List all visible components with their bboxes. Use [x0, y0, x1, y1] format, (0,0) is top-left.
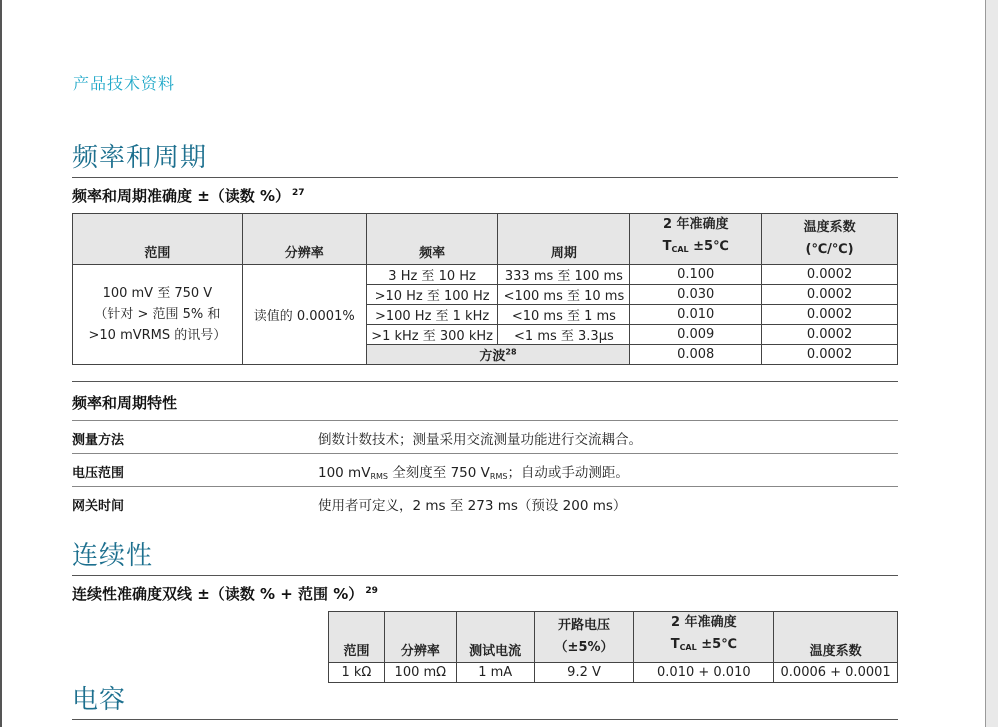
resolution-cell: 读值的 0.0001% — [242, 265, 366, 365]
col-header-accuracy-line1: 2 年准确度 — [671, 615, 737, 630]
col-header-accuracy — [634, 612, 774, 663]
tempco-cell: 0.0002 — [762, 305, 898, 325]
footnote-ref: 27 — [292, 188, 305, 198]
accuracy-cell: 0.009 — [630, 325, 762, 345]
footnote-ref: 28 — [505, 347, 517, 357]
accuracy-cell: 0.008 — [630, 345, 762, 365]
period-cell: 333 ms 至 100 ms — [498, 265, 630, 285]
table-header-row — [329, 612, 898, 663]
col-header-tempco: 温度系数 — [774, 612, 898, 663]
frequency-cell: >10 Hz 至 100 Hz — [366, 285, 498, 305]
table-header-row — [73, 214, 898, 265]
property-row-measure-method — [72, 420, 898, 453]
col-header-period: 周期 — [498, 214, 630, 265]
section-divider — [72, 575, 898, 576]
property-label: 测量方法 — [72, 433, 125, 448]
col-header-resolution: 分辨率 — [242, 214, 366, 265]
accuracy-cell: 0.100 — [630, 265, 762, 285]
resolution-cell: 100 mΩ — [384, 663, 456, 683]
section-divider — [72, 719, 898, 720]
tempco-cell: 0.0002 — [762, 345, 898, 365]
tempco-cell: 0.0002 — [762, 325, 898, 345]
property-value — [318, 461, 629, 481]
col-header-accuracy — [630, 214, 762, 265]
t-symbol: T — [662, 239, 672, 254]
frequency-accuracy-heading-text: 频率和周期准确度 ±（读数 %） — [72, 187, 291, 205]
continuity-accuracy-heading-text: 连续性准确度双线 ±（读数 % + 范围 %） — [72, 585, 364, 603]
t-symbol: T — [670, 637, 680, 652]
footnote-ref: 29 — [365, 586, 378, 596]
continuity-accuracy-heading — [72, 583, 378, 604]
col-header-accuracy-line2 — [634, 634, 773, 659]
range-line: >10 mVRMS 的讯号） — [88, 328, 227, 343]
section-divider — [72, 381, 898, 382]
table-row — [73, 265, 898, 285]
scrollbar-track[interactable] — [985, 0, 998, 727]
col-header-test-current: 测试电流 — [456, 612, 534, 663]
frequency-cell: 3 Hz 至 10 Hz — [366, 265, 498, 285]
col-header-accuracy-line1: 2 年准确度 — [662, 217, 729, 232]
col-header-frequency: 频率 — [366, 214, 498, 265]
test-current-cell: 1 mA — [456, 663, 534, 683]
property-row-voltage-range — [72, 453, 898, 486]
col-header-accuracy-line2 — [630, 236, 761, 261]
range-cell: 1 kΩ — [329, 663, 385, 683]
property-value: 倒数计数技术；测量采用交流测量功能进行交流耦合。 — [318, 432, 642, 448]
range-cell — [73, 265, 243, 365]
col-header-range: 范围 — [73, 214, 243, 265]
rms-subscript: RMS — [489, 472, 508, 481]
voltage-mid: 全刻度至 750 V — [388, 465, 490, 481]
col-header-open-voltage-line1: 开路电压 — [558, 618, 611, 633]
range-line: 100 mV 至 750 V — [102, 286, 213, 301]
accuracy-cell: 0.030 — [630, 285, 762, 305]
section-divider — [72, 177, 898, 178]
accuracy-cell: 0.010 + 0.010 — [634, 663, 774, 683]
period-cell: <10 ms 至 1 ms — [498, 305, 630, 325]
voltage-min: 100 mV — [318, 465, 371, 481]
section-title-continuity: 连续性 — [72, 541, 154, 571]
cal-subscript: CAL — [671, 245, 689, 254]
rms-subscript: RMS — [370, 472, 388, 481]
table-row — [329, 663, 898, 683]
property-value: 使用者可定义，2 ms 至 273 ms（预设 200 ms） — [318, 498, 627, 514]
voltage-tail: ；自动或手动测距。 — [507, 465, 629, 481]
tempco-cell: 0.0006 + 0.0001 — [774, 663, 898, 683]
frequency-cell: >1 kHz 至 300 kHz — [366, 325, 498, 345]
col-header-open-voltage — [534, 612, 634, 663]
square-wave-label: 方波 — [479, 349, 506, 364]
continuity-accuracy-table — [328, 611, 898, 683]
cal-subscript: CAL — [679, 643, 697, 652]
period-cell: <100 ms 至 10 ms — [498, 285, 630, 305]
col-header-tempco-line2: (℃/℃) — [805, 242, 854, 257]
frequency-accuracy-heading — [72, 185, 305, 206]
page-left-border — [0, 0, 2, 727]
col-header-range: 范围 — [329, 612, 385, 663]
square-wave-label-cell — [366, 345, 630, 365]
document-header: 产品技术资料 — [73, 74, 176, 93]
range-line: （针对 > 范围 5% 和 — [94, 307, 221, 322]
property-row-gate-time — [72, 486, 898, 519]
col-header-open-voltage-line2: （±5%） — [554, 640, 614, 655]
col-header-resolution: 分辨率 — [384, 612, 456, 663]
accuracy-cell: 0.010 — [630, 305, 762, 325]
tolerance: ±5℃ — [688, 239, 729, 254]
open-voltage-cell: 9.2 V — [534, 663, 634, 683]
col-header-tempco-line1: 温度系数 — [803, 220, 856, 235]
col-header-tempco — [762, 214, 898, 265]
section-title-frequency-period: 频率和周期 — [72, 143, 208, 173]
tolerance: ±5℃ — [696, 637, 737, 652]
frequency-characteristics-heading: 频率和周期特性 — [72, 394, 178, 412]
property-label: 网关时间 — [72, 499, 125, 514]
tempco-cell: 0.0002 — [762, 285, 898, 305]
frequency-cell: >100 Hz 至 1 kHz — [366, 305, 498, 325]
section-title-capacitance: 电容 — [72, 685, 127, 715]
property-label: 电压范围 — [72, 466, 125, 481]
tempco-cell: 0.0002 — [762, 265, 898, 285]
frequency-accuracy-table — [72, 213, 898, 365]
period-cell: <1 ms 至 3.3µs — [498, 325, 630, 345]
